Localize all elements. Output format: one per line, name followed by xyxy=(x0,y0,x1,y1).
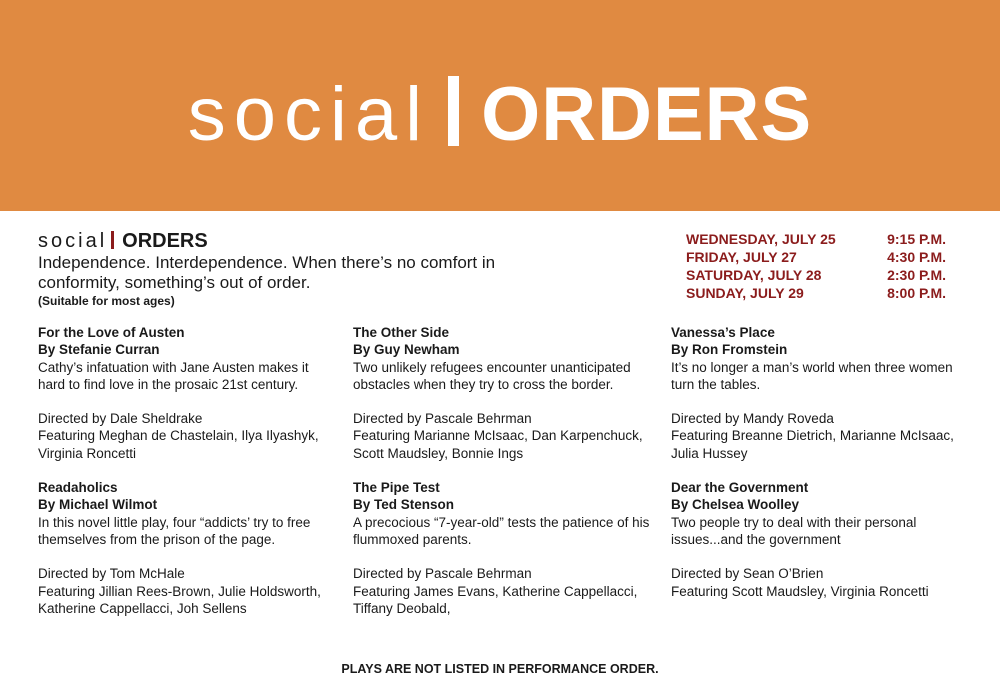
play-cast: Featuring Jillian Rees-Brown, Julie Holdsworth, Katherine Cappellacci, Joh Sellens xyxy=(38,583,321,616)
schedule-row xyxy=(686,248,946,266)
play-cast: Featuring Marianne McIsaac, Dan Karpenchuck, Scott Maudsley, Bonnie Ings xyxy=(353,428,643,461)
play-description: It’s no longer a man’s world when three women turn the tables. xyxy=(671,359,953,392)
show-title-bold: ORDERS xyxy=(122,230,208,252)
play-author: By Michael Wilmot xyxy=(38,497,158,513)
schedule-row xyxy=(686,284,946,302)
column-1 xyxy=(38,324,338,634)
schedule-date: SUNDAY, JULY 29 xyxy=(686,285,804,301)
schedule-date: WEDNESDAY, JULY 25 xyxy=(686,231,836,247)
schedule xyxy=(686,230,946,302)
play-entry xyxy=(38,324,338,462)
play-description: In this novel little play, four “addicts’ try to free themselves from the prison of the page. xyxy=(38,514,311,547)
play-title: Readaholics xyxy=(38,480,118,496)
header-banner xyxy=(0,0,1000,211)
play-title: Dear the Government xyxy=(671,480,809,496)
show-title-divider xyxy=(111,231,114,249)
play-author: By Ron Fromstein xyxy=(671,342,788,358)
footer-note: PLAYS ARE NOT LISTED IN PERFORMANCE ORDER. xyxy=(341,662,659,676)
column-2 xyxy=(353,324,653,634)
play-director: Directed by Tom McHale xyxy=(38,566,185,582)
schedule-date: FRIDAY, JULY 27 xyxy=(686,249,797,265)
play-title: The Pipe Test xyxy=(353,480,440,496)
column-3 xyxy=(671,324,971,617)
play-entry xyxy=(671,324,971,462)
play-description: A precocious “7-year-old” tests the patience of his flummoxed parents. xyxy=(353,514,650,547)
schedule-time: 4:30 P.M. xyxy=(887,249,946,265)
play-title: For the Love of Austen xyxy=(38,325,185,340)
show-title xyxy=(38,229,208,253)
schedule-time: 8:00 P.M. xyxy=(887,285,946,301)
play-author: By Ted Stenson xyxy=(353,497,455,513)
play-director: Directed by Pascale Behrman xyxy=(353,411,532,427)
play-director: Directed by Dale Sheldrake xyxy=(38,411,203,427)
schedule-row xyxy=(686,266,946,284)
banner-title-bold: ORDERS xyxy=(481,72,813,157)
play-description: Two people try to deal with their personal issues...and the government xyxy=(671,514,917,547)
banner-title-light: social xyxy=(187,72,431,157)
play-cast: Featuring Scott Maudsley, Virginia Roncetti xyxy=(671,583,929,599)
banner-title xyxy=(0,70,1000,160)
play-entry xyxy=(353,324,653,462)
play-cast: Featuring Meghan de Chastelain, Ilya Ilyashyk, Virginia Roncetti xyxy=(38,428,319,461)
play-director: Directed by Mandy Roveda xyxy=(671,411,834,427)
play-entry xyxy=(353,479,653,617)
schedule-row xyxy=(686,230,946,248)
play-director: Directed by Sean O’Brien xyxy=(671,566,824,582)
schedule-time: 2:30 P.M. xyxy=(887,267,946,283)
play-entry xyxy=(671,479,971,600)
play-author: By Guy Newham xyxy=(353,342,460,358)
play-description: Cathy’s infatuation with Jane Austen makes it hard to find love in the prosaic 21st century. xyxy=(38,359,309,392)
play-title: Vanessa’s Place xyxy=(671,325,775,340)
schedule-date: SATURDAY, JULY 28 xyxy=(686,267,822,283)
tagline: Independence. Interdependence. When there’s no comfort in conformity, something’s out of order. xyxy=(38,253,496,292)
show-title-light: social xyxy=(38,230,108,252)
schedule-time: 9:15 P.M. xyxy=(887,231,946,247)
play-director: Directed by Pascale Behrman xyxy=(353,566,532,582)
play-description: Two unlikely refugees encounter unanticipated obstacles when they try to cross the border. xyxy=(353,359,631,392)
title-divider xyxy=(448,76,459,146)
play-title: The Other Side xyxy=(353,325,450,340)
play-entry xyxy=(38,479,338,617)
play-author: By Chelsea Woolley xyxy=(671,497,800,513)
play-cast: Featuring James Evans, Katherine Cappellacci, Tiffany Deobald, xyxy=(353,583,638,616)
play-cast: Featuring Breanne Dietrich, Marianne McIsaac, Julia Hussey xyxy=(671,428,954,461)
play-author: By Stefanie Curran xyxy=(38,342,160,358)
age-rating: (Suitable for most ages) xyxy=(38,294,175,308)
